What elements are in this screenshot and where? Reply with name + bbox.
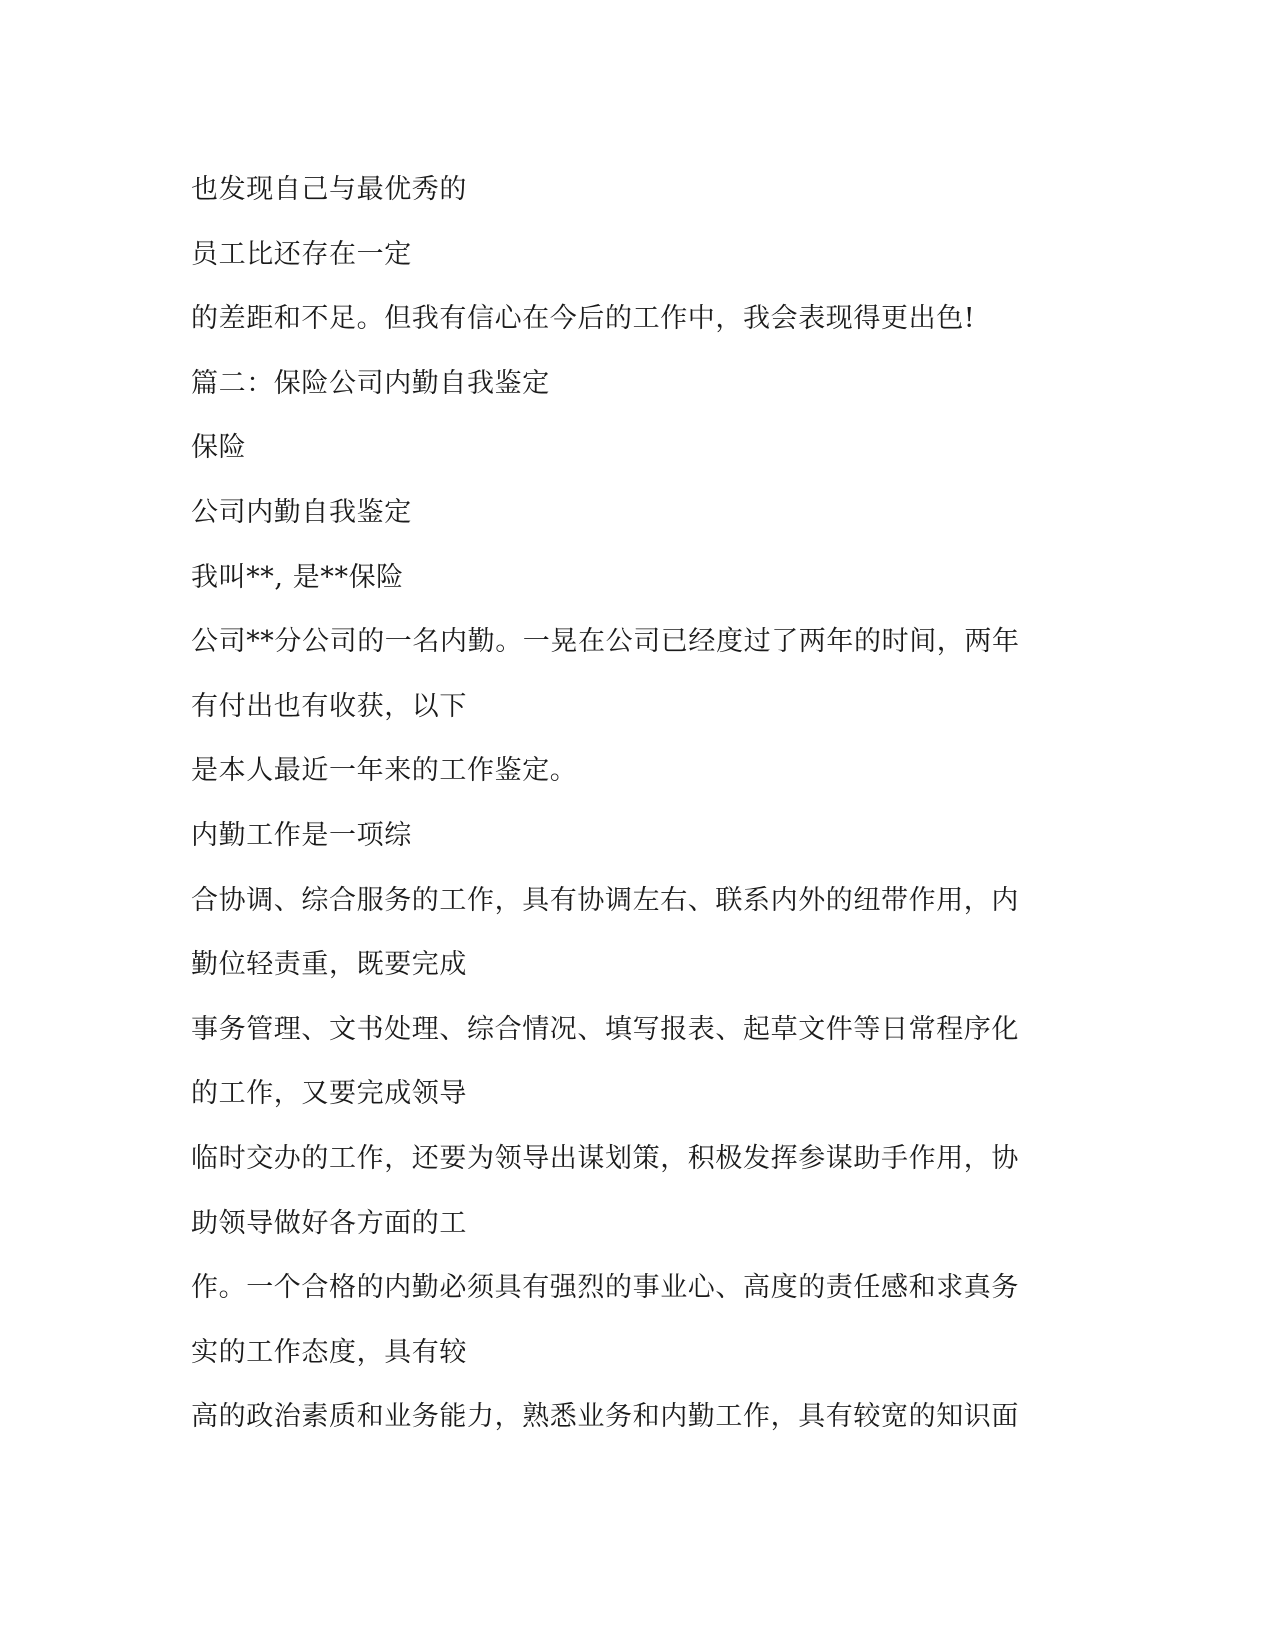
text-line: 合协调、综合服务的工作，具有协调左右、联系内外的纽带作用，内 xyxy=(191,884,1019,916)
text-line: 实的工作态度，具有较 xyxy=(191,1336,467,1368)
document-body xyxy=(191,158,1071,1450)
text-line: 公司**分公司的一名内勤。一晃在公司已经度过了两年的时间，两年 xyxy=(191,626,1020,658)
text-line: 员工比还存在一定 xyxy=(191,238,412,270)
text-line: 的差距和不足。但我有信心在今后的工作中，我会表现得更出色! xyxy=(191,303,976,335)
text-line: 保险 xyxy=(191,432,247,464)
text-line: 临时交办的工作，还要为领导出谋划策，积极发挥参谋助手作用，协 xyxy=(191,1142,1019,1174)
text-line: 有付出也有收获，以下 xyxy=(191,690,467,722)
text-line: 助领导做好各方面的工 xyxy=(191,1207,467,1239)
text-line: 高的政治素质和业务能力，熟悉业务和内勤工作，具有较宽的知识面 xyxy=(191,1401,1019,1433)
text-line: 公司内勤自我鉴定 xyxy=(191,496,412,528)
text-line: 事务管理、文书处理、综合情况、填写报表、起草文件等日常程序化 xyxy=(191,1013,1019,1045)
text-line: 内勤工作是一项综 xyxy=(191,819,412,851)
text-line: 的工作，又要完成领导 xyxy=(191,1078,467,1110)
section-heading: 篇二：保险公司内勤自我鉴定 xyxy=(191,367,550,399)
text-line: 勤位轻责重，既要完成 xyxy=(191,949,467,981)
text-line: 是本人最近一年来的工作鉴定。 xyxy=(191,755,578,787)
text-line: 作。一个合格的内勤必须具有强烈的事业心、高度的责任感和求真务 xyxy=(191,1272,1019,1304)
text-line: 我叫**, 是**保险 xyxy=(191,561,404,593)
text-line: 也发现自己与最优秀的 xyxy=(191,174,467,205)
